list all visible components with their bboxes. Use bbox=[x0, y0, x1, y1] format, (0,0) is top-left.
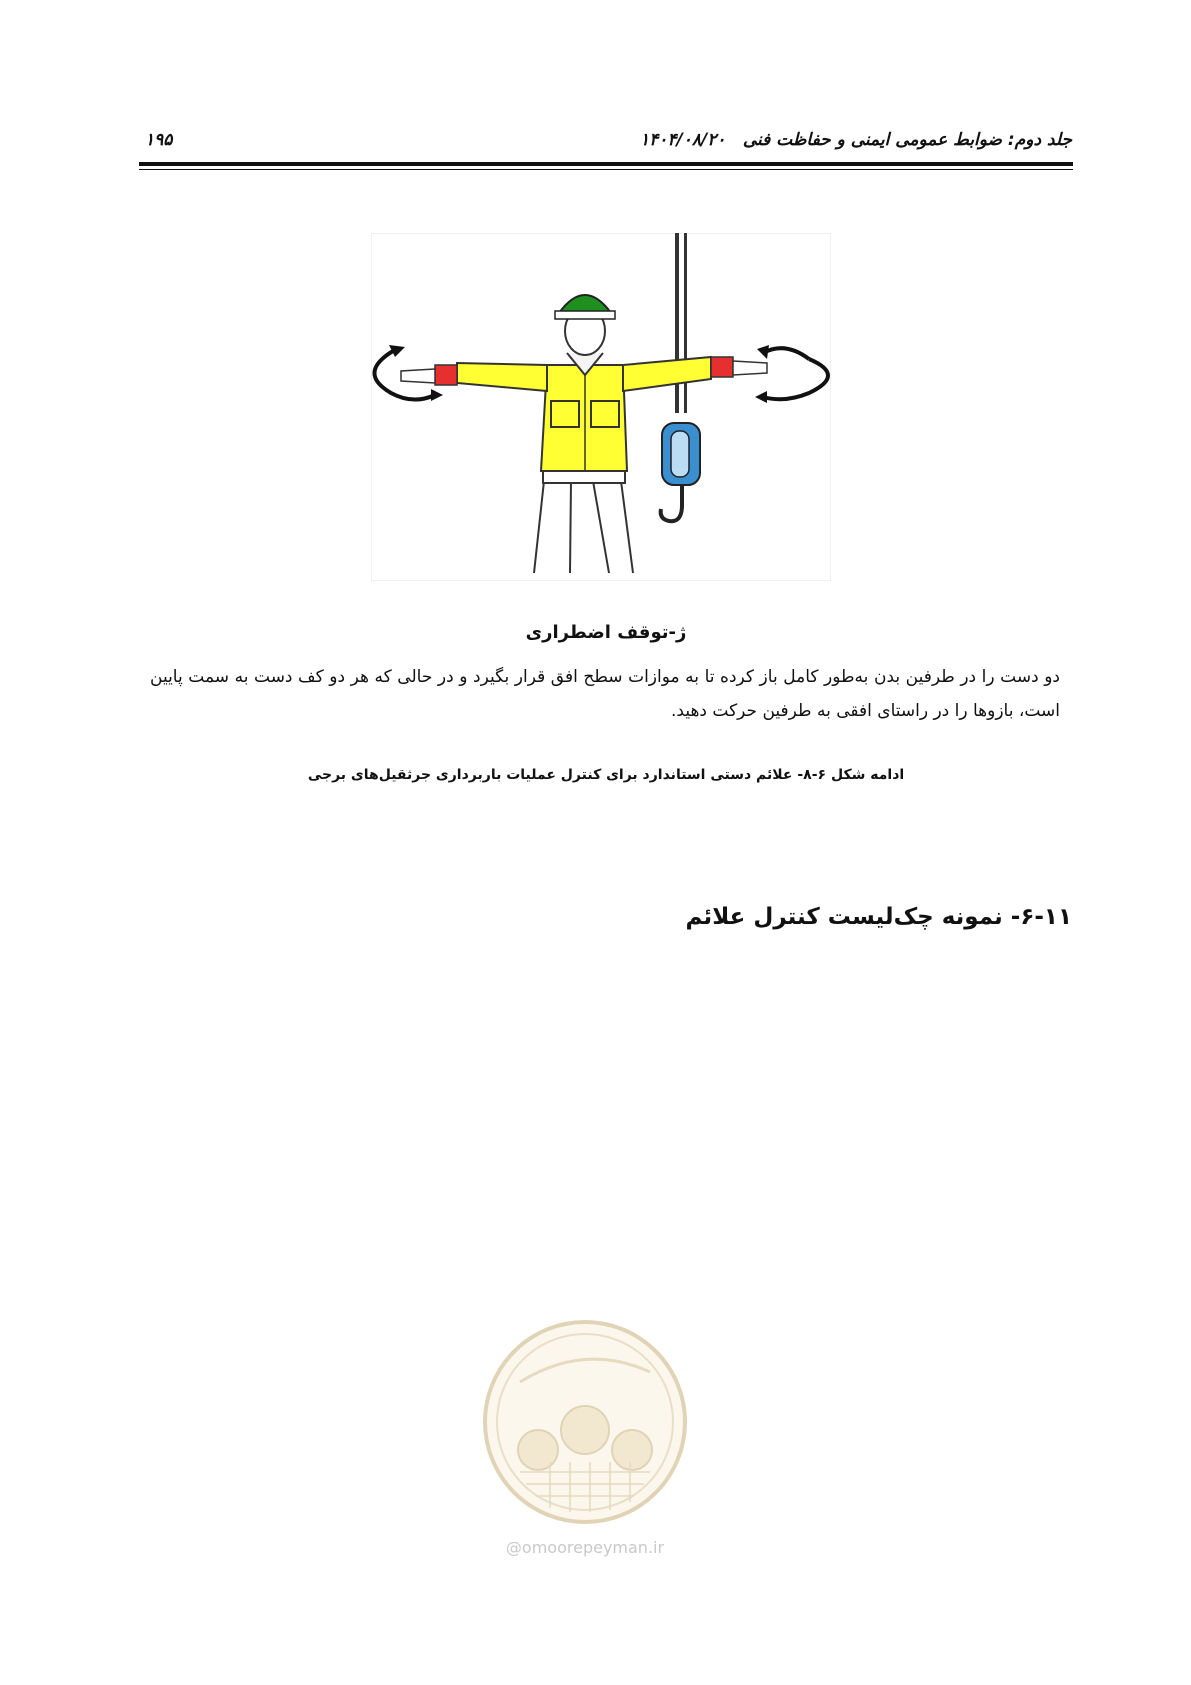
header-rule-thin bbox=[139, 169, 1073, 170]
watermark-logo-icon bbox=[480, 1312, 690, 1532]
signal-title: ژ-توقف اضطراری bbox=[525, 622, 687, 643]
header-title: جلد دوم: ضوابط عمومی ایمنی و حفاظت فنی bbox=[742, 130, 1072, 150]
section-heading: ۶-۱۱- نمونه چک‌لیست کنترل علائم bbox=[685, 904, 1072, 930]
emergency-stop-hand-signal-icon bbox=[371, 233, 831, 581]
header-date: ۱۴۰۴/۰۸/۲۰ bbox=[640, 130, 726, 150]
signal-description: دو دست را در طرفین بدن به‌طور کامل باز کرده تا به موازات سطح افق قرار بگیرد و در حالی که هر دو کف دست به سمت پایین است، بازوها را در راستای افقی به طرفین حرکت دهید. bbox=[150, 667, 1060, 721]
figure-caption: ادامه شکل ۶-۸- علائم دستی استاندارد برای کنترل عملیات باربرداری جرثقیل‌های برجی bbox=[307, 767, 905, 783]
page-header bbox=[140, 128, 1072, 158]
page-number: ۱۹۵ bbox=[145, 130, 173, 150]
header-rule bbox=[139, 162, 1073, 166]
watermark-url: @omoorepeyman.ir bbox=[505, 1538, 665, 1557]
